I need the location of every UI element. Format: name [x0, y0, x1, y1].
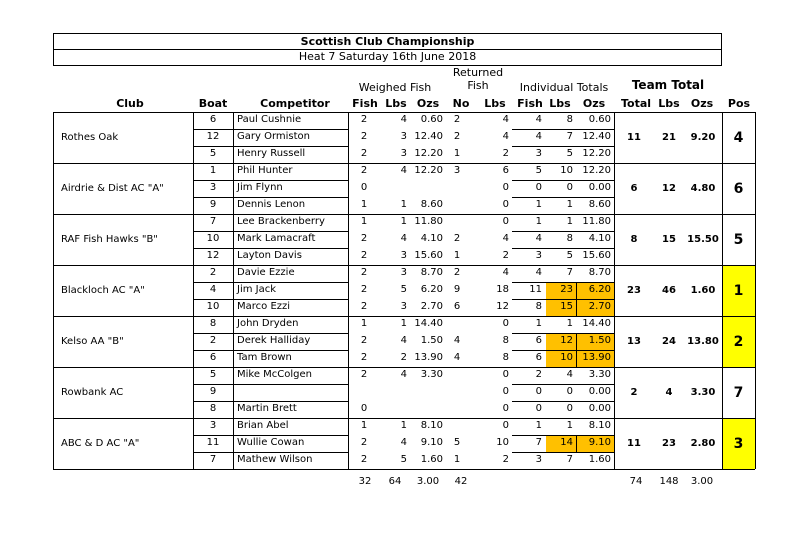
- header-w-ozs: Ozs: [416, 97, 440, 110]
- returned-lbs: 8: [502, 352, 509, 363]
- returned-no: [442, 214, 472, 230]
- returned-lbs: 0: [502, 216, 509, 227]
- header-boat: Boat: [198, 97, 228, 110]
- individual-lbs: 0: [566, 182, 573, 193]
- individual-fish: 4: [535, 233, 542, 244]
- returned-no: [442, 384, 472, 400]
- individual-lbs: 5: [566, 148, 573, 159]
- weighed-ozs: 8.60: [420, 199, 443, 210]
- individual-ozs: 15.60: [582, 250, 611, 261]
- weighed-ozs: [410, 401, 446, 417]
- boat-number: 10: [206, 301, 220, 312]
- returned-lbs: 4: [502, 131, 509, 142]
- weighed-lbs: 4: [400, 114, 407, 125]
- weighed-lbs: 4: [400, 165, 407, 176]
- returned-lbs: 0: [502, 182, 509, 193]
- individual-fish: 7: [535, 437, 542, 448]
- team-total-ozs: 4.80: [690, 182, 716, 194]
- team-club-name: Rothes Oak: [61, 131, 119, 143]
- returned-no: 3: [453, 165, 461, 176]
- team-club-name: Blackloch AC "A": [61, 284, 145, 296]
- individual-fish: 0: [535, 386, 542, 397]
- weighed-lbs: 3: [400, 148, 407, 159]
- individual-fish: 0: [535, 403, 542, 414]
- team-total-lbs: 15: [662, 233, 676, 245]
- header-returned-fish: Returned Fish: [452, 66, 504, 92]
- competitor-name: Layton Davis: [237, 250, 302, 261]
- weighed-fish: 2: [360, 335, 368, 346]
- weighed-ozs: [410, 180, 446, 196]
- page-subtitle: Heat 7 Saturday 16th June 2018: [298, 50, 477, 63]
- individual-lbs: 10: [560, 165, 573, 176]
- boat-number: 9: [209, 386, 217, 397]
- weighed-lbs: 1: [400, 420, 407, 431]
- returned-no: [442, 418, 472, 434]
- header-pos: Pos: [727, 97, 751, 110]
- competitor-name: Martin Brett: [237, 403, 297, 414]
- weighed-lbs: 2: [400, 352, 407, 363]
- header-w-lbs: Lbs: [385, 97, 407, 110]
- weighed-fish: 2: [360, 369, 368, 380]
- weighed-fish: 2: [360, 165, 368, 176]
- returned-lbs: 0: [502, 199, 509, 210]
- competitor-name: John Dryden: [237, 318, 299, 329]
- weighed-ozs: 15.60: [414, 250, 443, 261]
- header-w-fish: Fish: [352, 97, 378, 110]
- returned-lbs: 2: [502, 250, 509, 261]
- competitor-name: Jim Jack: [237, 284, 277, 295]
- team-club-name: ABC & D AC "A": [61, 437, 140, 449]
- returned-no: 9: [453, 284, 461, 295]
- individual-lbs: 15: [560, 301, 573, 312]
- team-total-lbs: 24: [662, 335, 676, 347]
- returned-no: [442, 197, 472, 213]
- competitor-name: Henry Russell: [237, 148, 306, 159]
- total-team-lbs: 148: [659, 476, 679, 487]
- returned-lbs: 4: [502, 114, 509, 125]
- boat-number: 12: [206, 131, 220, 142]
- total-w-fish: 32: [358, 476, 372, 487]
- weighed-fish: 1: [360, 216, 368, 227]
- individual-lbs: 8: [566, 233, 573, 244]
- individual-ozs: 2.70: [588, 301, 611, 312]
- individual-fish: 6: [535, 352, 542, 363]
- header-team-lbs: Lbs: [658, 97, 680, 110]
- individual-fish: 3: [535, 250, 542, 261]
- weighed-fish: 0: [360, 403, 368, 414]
- total-w-ozs: 3.00: [416, 476, 440, 487]
- team-total-fish: 13: [627, 335, 641, 347]
- individual-lbs: 8: [566, 114, 573, 125]
- individual-fish: 1: [535, 318, 542, 329]
- returned-lbs: 8: [502, 335, 509, 346]
- returned-lbs: 0: [502, 403, 509, 414]
- competitor-name: Gary Ormiston: [237, 131, 310, 142]
- weighed-fish: 2: [360, 301, 368, 312]
- weighed-lbs: 4: [400, 369, 407, 380]
- weighed-lbs: 3: [400, 301, 407, 312]
- individual-ozs: 6.20: [588, 284, 611, 295]
- returned-no: 5: [453, 437, 461, 448]
- team-position: 7: [733, 384, 744, 401]
- competitor-name: Wullie Cowan: [237, 437, 305, 448]
- weighed-lbs: 4: [400, 233, 407, 244]
- weighed-lbs: 5: [400, 454, 407, 465]
- returned-lbs: 10: [496, 437, 509, 448]
- competitor-name: Tam Brown: [237, 352, 292, 363]
- weighed-fish: [348, 384, 380, 400]
- returned-no: 1: [453, 148, 461, 159]
- weighed-ozs: 14.40: [414, 318, 443, 329]
- team-position: 3: [733, 435, 744, 452]
- boat-number: 6: [209, 114, 217, 125]
- returned-no: [442, 401, 472, 417]
- boat-number: 6: [209, 352, 217, 363]
- individual-fish: 4: [535, 114, 542, 125]
- team-club-name: Rowbank AC: [61, 386, 124, 398]
- individual-lbs: 0: [566, 403, 573, 414]
- competitor-name: Dennis Lenon: [237, 199, 306, 210]
- competitor-name: Mark Lamacraft: [237, 233, 316, 244]
- team-total-lbs: 46: [662, 284, 676, 296]
- boat-number: 7: [209, 216, 217, 227]
- individual-fish: 4: [535, 267, 542, 278]
- weighed-ozs: 2.70: [420, 301, 443, 312]
- boat-number: 5: [209, 148, 217, 159]
- competitor-name: Derek Halliday: [237, 335, 311, 346]
- individual-ozs: 11.80: [582, 216, 611, 227]
- team-total-fish: 6: [630, 182, 638, 194]
- boat-number: 3: [209, 420, 217, 431]
- team-total-fish: 11: [627, 131, 641, 143]
- team-total-ozs: 1.60: [690, 284, 716, 296]
- weighed-fish: 2: [360, 250, 368, 261]
- boat-number: 4: [209, 284, 217, 295]
- individual-lbs: 12: [560, 335, 573, 346]
- boat-number: 9: [209, 199, 217, 210]
- header-r-lbs: Lbs: [484, 97, 506, 110]
- weighed-ozs: 9.10: [420, 437, 443, 448]
- returned-no: 6: [453, 301, 461, 312]
- competitor-name: Mike McColgen: [237, 369, 313, 380]
- team-total-fish: 8: [630, 233, 638, 245]
- header-competitor: Competitor: [260, 97, 330, 110]
- weighed-ozs: 6.20: [420, 284, 443, 295]
- individual-fish: 3: [535, 148, 542, 159]
- individual-lbs: 14: [560, 437, 573, 448]
- individual-ozs: 3.30: [588, 369, 611, 380]
- individual-lbs: 23: [560, 284, 573, 295]
- team-position: 1: [733, 282, 744, 299]
- returned-lbs: 2: [502, 148, 509, 159]
- team-club-name: Airdrie & Dist AC "A": [61, 182, 164, 194]
- weighed-ozs: 13.90: [414, 352, 443, 363]
- individual-fish: 4: [535, 131, 542, 142]
- team-total-ozs: 13.80: [687, 335, 719, 347]
- team-total-fish: 23: [627, 284, 641, 296]
- returned-no: 2: [453, 267, 461, 278]
- header-team-total: Team Total: [631, 78, 705, 92]
- returned-no: [442, 180, 472, 196]
- team-club-name: RAF Fish Hawks "B": [61, 233, 158, 245]
- weighed-ozs: [410, 384, 446, 400]
- individual-lbs: 1: [566, 199, 573, 210]
- returned-lbs: 0: [502, 420, 509, 431]
- weighed-lbs: 3: [400, 267, 407, 278]
- returned-lbs: 0: [502, 318, 509, 329]
- competitor-name: Marco Ezzi: [237, 301, 291, 312]
- title-box: [53, 33, 722, 50]
- returned-lbs: 4: [502, 267, 509, 278]
- weighed-fish: 2: [360, 352, 368, 363]
- weighed-fish: 1: [360, 318, 368, 329]
- individual-ozs: 1.60: [588, 454, 611, 465]
- competitor-name: Phil Hunter: [237, 165, 293, 176]
- individual-lbs: 7: [566, 131, 573, 142]
- returned-no: 4: [453, 335, 461, 346]
- individual-fish: 5: [535, 165, 542, 176]
- individual-ozs: 8.70: [588, 267, 611, 278]
- weighed-fish: 2: [360, 284, 368, 295]
- team-total-fish: 11: [627, 437, 641, 449]
- returned-no: 1: [453, 250, 461, 261]
- weighed-lbs: 1: [400, 216, 407, 227]
- returned-lbs: 4: [502, 233, 509, 244]
- team-total-lbs: 23: [662, 437, 676, 449]
- returned-no: 2: [453, 131, 461, 142]
- returned-lbs: 18: [496, 284, 509, 295]
- weighed-fish: 2: [360, 267, 368, 278]
- competitor-name: Lee Brackenberry: [237, 216, 325, 227]
- weighed-fish: 2: [360, 148, 368, 159]
- page-title: Scottish Club Championship: [300, 35, 475, 48]
- total-team-ozs: 3.00: [690, 476, 714, 487]
- boat-number: 11: [206, 437, 220, 448]
- individual-ozs: 8.10: [588, 420, 611, 431]
- boat-number: 12: [206, 250, 220, 261]
- competitor-name: Mathew Wilson: [237, 454, 313, 465]
- individual-ozs: 0.00: [588, 403, 611, 414]
- team-position: 4: [733, 129, 744, 146]
- weighed-ozs: 8.70: [420, 267, 443, 278]
- weighed-ozs: 8.10: [420, 420, 443, 431]
- returned-no: 2: [453, 114, 461, 125]
- individual-ozs: 4.10: [588, 233, 611, 244]
- team-club-name: Kelso AA "B": [61, 335, 124, 347]
- individual-ozs: 12.20: [582, 165, 611, 176]
- weighed-ozs: 3.30: [420, 369, 443, 380]
- team-total-lbs: 12: [662, 182, 676, 194]
- competitor-name: Davie Ezzie: [237, 267, 295, 278]
- weighed-ozs: 4.10: [420, 233, 443, 244]
- returned-no: [442, 316, 472, 332]
- header-weighed-fish: Weighed Fish: [358, 81, 432, 94]
- individual-fish: 0: [535, 182, 542, 193]
- boat-number: 2: [209, 335, 217, 346]
- weighed-ozs: 12.20: [414, 148, 443, 159]
- individual-ozs: 14.40: [582, 318, 611, 329]
- weighed-lbs: 4: [400, 437, 407, 448]
- individual-ozs: 8.60: [588, 199, 611, 210]
- header-r-no: No: [452, 97, 470, 110]
- weighed-ozs: 12.20: [414, 165, 443, 176]
- weighed-ozs: 0.60: [420, 114, 443, 125]
- individual-ozs: 13.90: [582, 352, 611, 363]
- individual-fish: 8: [535, 301, 542, 312]
- individual-fish: 6: [535, 335, 542, 346]
- returned-no: 2: [453, 233, 461, 244]
- subtitle-box: [53, 49, 722, 66]
- competitor-name: [233, 384, 348, 400]
- boat-number: 8: [209, 318, 217, 329]
- individual-lbs: 1: [566, 318, 573, 329]
- weighed-ozs: 12.40: [414, 131, 443, 142]
- individual-lbs: 10: [560, 352, 573, 363]
- weighed-fish: 2: [360, 233, 368, 244]
- row-divider: [53, 469, 755, 470]
- weighed-lbs: 5: [400, 284, 407, 295]
- team-position: 2: [733, 333, 744, 350]
- weighed-lbs: [380, 180, 410, 196]
- individual-lbs: 4: [566, 369, 573, 380]
- individual-lbs: 5: [566, 250, 573, 261]
- weighed-fish: 2: [360, 114, 368, 125]
- header-i-ozs: Ozs: [582, 97, 606, 110]
- individual-ozs: 9.10: [588, 437, 611, 448]
- weighed-ozs: 1.50: [420, 335, 443, 346]
- team-position: 6: [733, 180, 744, 197]
- team-total-ozs: 15.50: [687, 233, 719, 245]
- weighed-ozs: 1.60: [420, 454, 443, 465]
- header-i-lbs: Lbs: [549, 97, 571, 110]
- column-divider: [755, 112, 756, 469]
- boat-number: 3: [209, 182, 217, 193]
- weighed-lbs: 1: [400, 318, 407, 329]
- header-club: Club: [116, 97, 144, 110]
- weighed-lbs: 1: [400, 199, 407, 210]
- weighed-lbs: [380, 401, 410, 417]
- team-total-ozs: 3.30: [690, 386, 716, 398]
- returned-no: [442, 367, 472, 383]
- individual-ozs: 12.20: [582, 148, 611, 159]
- weighed-lbs: 3: [400, 250, 407, 261]
- team-total-fish: 2: [630, 386, 638, 398]
- returned-no: 1: [453, 454, 461, 465]
- competitor-name: Brian Abel: [237, 420, 289, 431]
- individual-ozs: 0.00: [588, 182, 611, 193]
- returned-lbs: 6: [502, 165, 509, 176]
- boat-number: 1: [209, 165, 217, 176]
- weighed-lbs: 3: [400, 131, 407, 142]
- team-total-ozs: 2.80: [690, 437, 716, 449]
- total-w-lbs: 64: [388, 476, 402, 487]
- individual-lbs: 7: [566, 267, 573, 278]
- individual-ozs: 0.60: [588, 114, 611, 125]
- boat-number: 8: [209, 403, 217, 414]
- returned-lbs: 2: [502, 454, 509, 465]
- header-team-ozs: Ozs: [690, 97, 714, 110]
- weighed-fish: 2: [360, 454, 368, 465]
- header-i-fish: Fish: [517, 97, 543, 110]
- weighed-lbs: [380, 384, 410, 400]
- weighed-fish: 2: [360, 437, 368, 448]
- competitor-name: Paul Cushnie: [237, 114, 302, 125]
- returned-lbs: 0: [502, 386, 509, 397]
- individual-fish: 1: [535, 216, 542, 227]
- weighed-ozs: 11.80: [414, 216, 443, 227]
- boat-number: 10: [206, 233, 220, 244]
- returned-lbs: 0: [502, 369, 509, 380]
- boat-number: 2: [209, 267, 217, 278]
- header-total: Total: [620, 97, 652, 110]
- competitor-name: Jim Flynn: [237, 182, 283, 193]
- returned-lbs: 12: [496, 301, 509, 312]
- weighed-fish: 1: [360, 199, 368, 210]
- total-r-no: 42: [454, 476, 468, 487]
- team-total-ozs: 9.20: [690, 131, 716, 143]
- individual-fish: 1: [535, 420, 542, 431]
- team-total-lbs: 4: [665, 386, 673, 398]
- individual-lbs: 1: [566, 420, 573, 431]
- weighed-fish: 2: [360, 131, 368, 142]
- individual-ozs: 12.40: [582, 131, 611, 142]
- team-total-lbs: 21: [662, 131, 676, 143]
- boat-number: 7: [209, 454, 217, 465]
- individual-ozs: 0.00: [588, 386, 611, 397]
- individual-fish: 11: [529, 284, 542, 295]
- boat-number: 5: [209, 369, 217, 380]
- weighed-fish: 0: [360, 182, 368, 193]
- total-team-total: 74: [629, 476, 643, 487]
- individual-fish: 3: [535, 454, 542, 465]
- individual-fish: 1: [535, 199, 542, 210]
- team-position: 5: [733, 231, 744, 248]
- column-divider: [53, 112, 54, 469]
- header-individual-totals: Individual Totals: [519, 81, 609, 94]
- individual-lbs: 7: [566, 454, 573, 465]
- individual-lbs: 1: [566, 216, 573, 227]
- individual-fish: 2: [535, 369, 542, 380]
- individual-ozs: 1.50: [588, 335, 611, 346]
- weighed-fish: 1: [360, 420, 368, 431]
- weighed-lbs: 4: [400, 335, 407, 346]
- individual-lbs: 0: [566, 386, 573, 397]
- returned-no: 4: [453, 352, 461, 363]
